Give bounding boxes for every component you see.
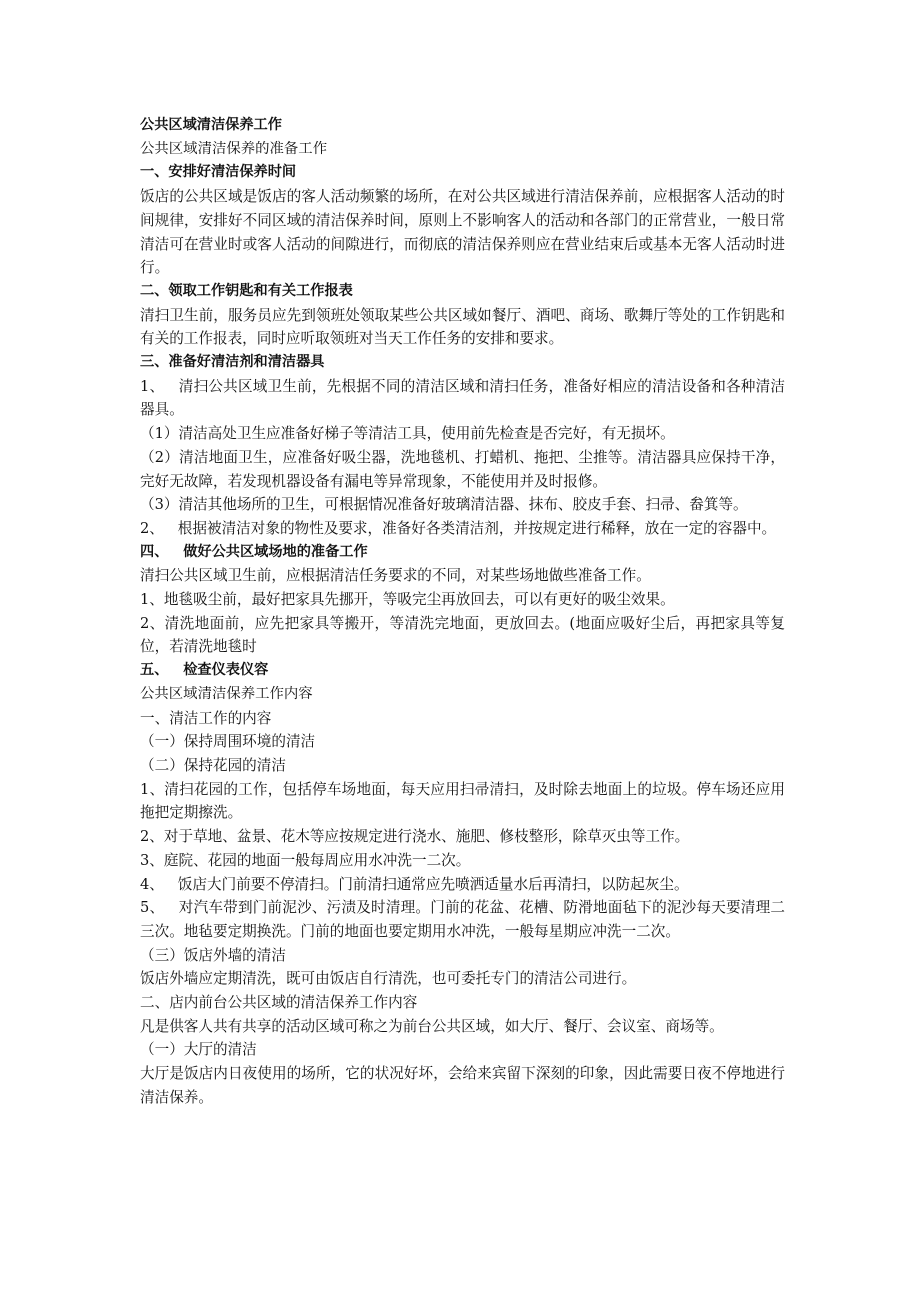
body-paragraph: 2、对于草地、盆景、花木等应按规定进行浇水、施肥、修枝整形，除草灭虫等工作。: [140, 828, 690, 846]
body-paragraph: 二、店内前台公共区域的清洁保养工作内容: [140, 994, 418, 1012]
section-heading: 四、 做好公共区域场地的准备工作: [140, 543, 368, 560]
document-body: [140, 114, 785, 1110]
body-paragraph: 大厅是饭店内日夜使用的场所，它的状况好坏，会给来宾留下深刻的印象，因此需要日夜不停地进行清洁保养。: [140, 1065, 785, 1106]
section-title: 公共区域清洁保养的准备工作: [140, 140, 328, 157]
body-paragraph: 5、 对汽车带到门前泥沙、污渍及时清理。门前的花盆、花槽、防滑地面毡下的泥沙每天要清理二三次。地毡要定期换洗。门前的地面也要定期用水冲洗，一般每星期应冲洗一二次。: [140, 899, 785, 940]
section-heading: 一、安排好清洁保养时间: [140, 164, 297, 181]
body-paragraph: （2）清洁地面卫生，应准备好吸尘器，洗地毯机、打蜡机、拖把、尘推等。清洁器具应保持干净，完好无故障，若发现机器设备有漏电等异常现象，不能使用并及时报修。: [140, 448, 785, 490]
body-paragraph: 1、清扫花园的工作，包括停车场地面，每天应用扫帚清扫，及时除去地面上的垃圾。停车场还应用拖把定期擦洗。: [140, 780, 785, 822]
body-paragraph: （一）大厅的清洁: [140, 1041, 257, 1059]
body-paragraph: 2、清洗地面前，应先把家具等搬开，等清洗完地面，更放回去。(地面应吸好尘后，再把家具等复位，若清洗地毯时: [140, 614, 785, 656]
section-heading: 公共区域清洁保养工作: [140, 117, 282, 133]
body-paragraph: 一、清洁工作的内容: [140, 709, 272, 727]
body-paragraph: （二）保持花园的清洁: [140, 756, 286, 774]
body-paragraph: 2、 根据被清洁对象的物性及要求，准备好各类清洁剂，并按规定进行稀释，放在一定的容器中。: [140, 519, 777, 537]
body-paragraph: 1、地毯吸尘前，最好把家具先挪开，等吸完尘再放回去，可以有更好的吸尘效果。: [140, 591, 675, 609]
body-paragraph: 清扫卫生前，服务员应先到领班处领取某些公共区域如餐厅、酒吧、商场、歌舞厅等处的工作钥匙和有关的工作报表，同时应听取领班对当天工作任务的安排和要求。: [140, 306, 785, 348]
body-paragraph: （1）清洁高处卫生应准备好梯子等清洁工具，使用前先检查是否完好，有无损坏。: [140, 425, 675, 443]
body-paragraph: 4、 饭店大门前要不停清扫。门前清扫通常应先喷洒适量水后再清扫，以防起灰尘。: [140, 875, 689, 893]
section-title: 公共区域清洁保养工作内容: [140, 685, 313, 702]
body-paragraph: 凡是供客人共有共享的活动区域可称之为前台公共区域，如大厅、餐厅、会议室、商场等。: [140, 1017, 724, 1035]
body-paragraph: 饭店的公共区域是饭店的客人活动频繁的场所，在对公共区域进行清洁保养前，应根据客人活动的时间规律，安排好不同区域的清洁保养时间，原则上不影响客人的活动和各部门的正常营业，一般日常清洁可在营业时或客人活动的间隙进行，而彻底的清洁保养则应在营业结束后或基本无客人活动时进行。: [140, 188, 785, 277]
section-heading: 五、 检查仪表仪容: [140, 662, 269, 679]
body-paragraph: 3、庭院、花园的地面一般每周应用水冲洗一二次。: [140, 851, 471, 869]
body-paragraph: 饭店外墙应定期清洗，既可由饭店自行清洗，也可委托专门的清洁公司进行。: [140, 970, 637, 988]
body-paragraph: （3）清洁其他场所的卫生，可根据情况准备好玻璃清洁器、抹布、胶皮手套、扫帚、畚箕等。: [140, 496, 748, 514]
section-heading: 二、领取工作钥匙和有关工作报表: [140, 282, 353, 299]
section-heading: 三、准备好清洁剂和清洁器具: [140, 354, 325, 371]
body-paragraph: 1、 清扫公共区域卫生前，先根据不同的清洁区域和清扫任务，准备好相应的清洁设备和各种清洁器具。: [140, 377, 785, 419]
body-paragraph: 清扫公共区域卫生前，应根据清洁任务要求的不同，对某些场地做些准备工作。: [140, 567, 651, 585]
body-paragraph: （一）保持周围环境的清洁: [140, 733, 316, 751]
body-paragraph: （三）饭店外墙的清洁: [140, 946, 286, 964]
